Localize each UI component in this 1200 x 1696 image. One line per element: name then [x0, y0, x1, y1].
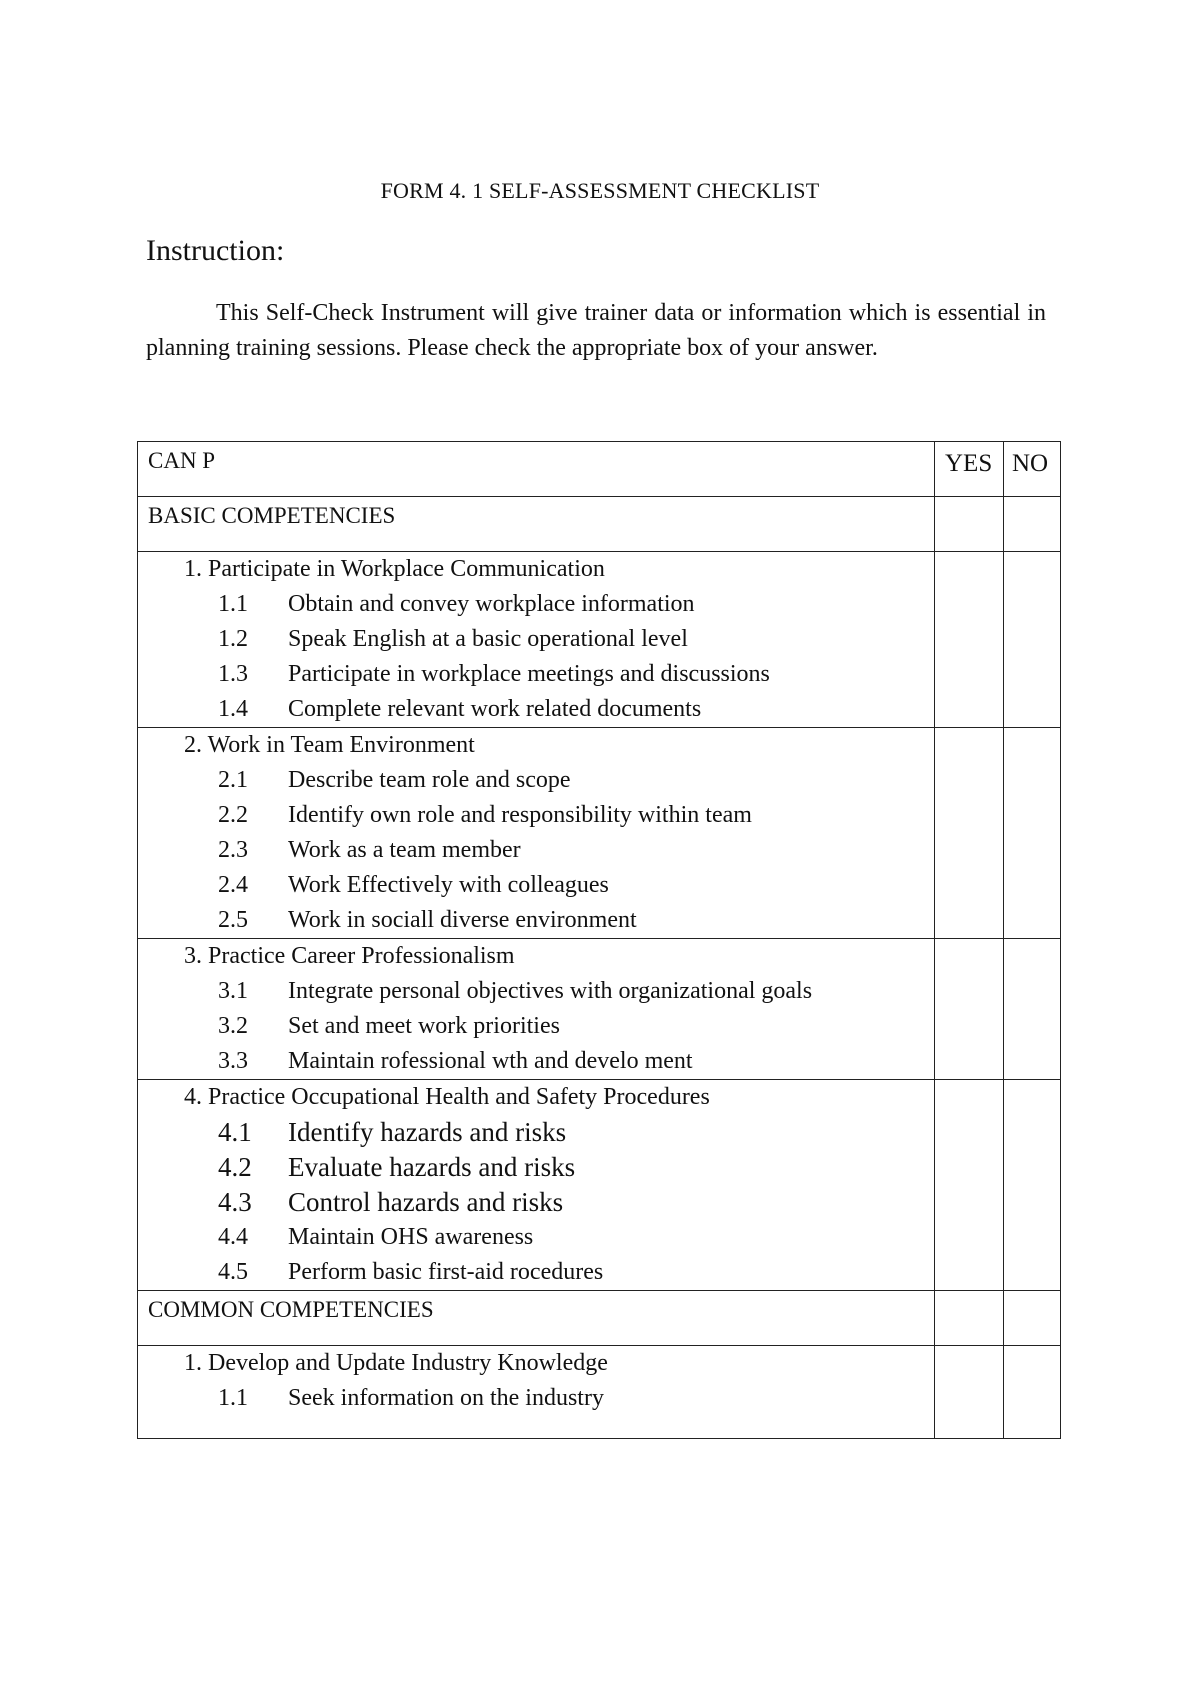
checklist-item-text: Seek information on the industry [288, 1385, 604, 1411]
checklist-item [138, 763, 934, 798]
competency-group-row [138, 939, 1061, 1080]
checklist-item-number: 1.1 [218, 1385, 248, 1411]
checklist-item-text: Identify hazards and risks [288, 1117, 567, 1147]
checklist-item [138, 1009, 934, 1044]
checklist-item-text: Obtain and convey workplace information [288, 591, 695, 617]
checklist-item-text: Identify own role and responsibility within team [288, 802, 752, 828]
yes-checkbox-cell[interactable] [935, 552, 1004, 728]
competency-title-text: Practice Career Professionalism [208, 943, 515, 969]
no-checkbox-cell[interactable] [1004, 1080, 1061, 1291]
competency-number: 2. [184, 732, 202, 758]
checklist-item-text: Control hazards and risks [288, 1187, 564, 1217]
checklist-item-number: 1.4 [218, 696, 248, 722]
checklist-item [138, 868, 934, 903]
competency-group-row [138, 1080, 1061, 1291]
checklist-item-number: 1.2 [218, 626, 248, 652]
checklist-item-text: Evaluate hazards and risks [288, 1152, 576, 1182]
section-label: COMMON COMPETENCIES [148, 1297, 434, 1322]
checklist-item-text: Describe team role and scope [288, 767, 571, 793]
checklist-item-text: Work in sociall diverse environment [288, 907, 637, 933]
checklist-item-text: Work Effectively with colleagues [288, 872, 609, 898]
checklist-item-number: 4.2 [218, 1152, 252, 1182]
competency-title [138, 939, 934, 974]
competency-number: 1. [184, 556, 202, 582]
no-checkbox-cell[interactable] [1004, 939, 1061, 1080]
checklist-item [138, 622, 934, 657]
checklist-item-number: 2.1 [218, 767, 248, 793]
header-label-cell [138, 442, 935, 497]
checklist-item-number: 3.2 [218, 1013, 248, 1039]
checklist-item [138, 657, 934, 692]
competency-number: 4. [184, 1084, 202, 1110]
instruction-heading: Instruction: [146, 234, 285, 267]
checklist-item [138, 692, 934, 727]
no-checkbox-cell[interactable] [1004, 1291, 1061, 1346]
checklist-item [138, 1255, 934, 1290]
checklist-item [138, 974, 934, 1009]
competency-title-text: Participate in Workplace Communication [208, 556, 605, 582]
competency-group-cell [138, 1346, 935, 1439]
table-header-row [138, 442, 1061, 497]
competency-title-text: Practice Occupational Health and Safety Procedures [208, 1084, 710, 1110]
section-label: BASIC COMPETENCIES [148, 503, 396, 528]
competency-group-cell [138, 552, 935, 728]
instruction-text: This Self-Check Instrument will give trainer data or information which is essential in planning training sessions. Please check the appropriate box of your answer. [146, 300, 1046, 361]
checklist-item-number: 4.1 [218, 1117, 252, 1147]
section-label-cell [138, 497, 935, 552]
competency-number: 3. [184, 943, 202, 969]
section-row [138, 497, 1061, 552]
checklist-item-text: Set and meet work priorities [288, 1013, 560, 1039]
checklist-item [138, 1185, 934, 1220]
header-label: CAN P [148, 448, 216, 473]
checklist-item-text: Integrate personal objectives with organizational goals [288, 978, 813, 1004]
checklist-item-number: 3.3 [218, 1048, 248, 1074]
checklist-item-text: Perform basic first-aid rocedures [288, 1259, 604, 1285]
checklist-item-text: Maintain rofessional wth and develo ment [288, 1048, 693, 1074]
checklist-item-number: 4.5 [218, 1259, 248, 1285]
competency-title [138, 1080, 934, 1115]
header-no-cell [1004, 442, 1061, 497]
checklist-item [138, 798, 934, 833]
checklist-item [138, 903, 934, 938]
yes-checkbox-cell[interactable] [935, 1346, 1004, 1439]
yes-checkbox-cell[interactable] [935, 497, 1004, 552]
yes-checkbox-cell[interactable] [935, 1291, 1004, 1346]
checklist-item-number: 2.5 [218, 907, 248, 933]
competency-title [138, 728, 934, 763]
yes-column-header: YES [945, 450, 993, 477]
checklist-item-text: Work as a team member [288, 837, 521, 863]
no-checkbox-cell[interactable] [1004, 497, 1061, 552]
competency-title-text: Develop and Update Industry Knowledge [208, 1350, 608, 1376]
competency-group-row [138, 728, 1061, 939]
competency-group-row [138, 552, 1061, 728]
checklist-item [138, 1044, 934, 1079]
yes-checkbox-cell[interactable] [935, 939, 1004, 1080]
checklist-item [138, 833, 934, 868]
checklist-item-number: 4.3 [218, 1187, 252, 1217]
no-checkbox-cell[interactable] [1004, 1346, 1061, 1439]
no-checkbox-cell[interactable] [1004, 552, 1061, 728]
checklist-item-text: Participate in workplace meetings and discussions [288, 661, 770, 687]
checklist-item [138, 1150, 934, 1185]
checklist-item [138, 1115, 934, 1150]
checklist-item-number: 1.1 [218, 591, 248, 617]
form-title: FORM 4. 1 SELF-ASSESSMENT CHECKLIST [380, 178, 820, 203]
competency-group-cell [138, 728, 935, 939]
competency-number: 1. [184, 1350, 202, 1376]
yes-checkbox-cell[interactable] [935, 1080, 1004, 1291]
competency-title [138, 1346, 934, 1381]
checklist-item [138, 1381, 934, 1416]
section-label-cell [138, 1291, 935, 1346]
checklist-item-text: Speak English at a basic operational level [288, 626, 688, 652]
checklist-item-text: Maintain OHS awareness [288, 1224, 534, 1250]
checklist-item-number: 2.4 [218, 872, 248, 898]
no-column-header: NO [1012, 450, 1049, 477]
competency-group-cell [138, 1080, 935, 1291]
checklist-item-number: 3.1 [218, 978, 248, 1004]
checklist-item [138, 1220, 934, 1255]
header-yes-cell [935, 442, 1004, 497]
competency-title [138, 552, 934, 587]
checklist-item [138, 587, 934, 622]
checklist-item-text: Complete relevant work related documents [288, 696, 702, 722]
self-assessment-table [137, 441, 1061, 1439]
checklist-item-number: 2.3 [218, 837, 248, 863]
checklist-item-number: 1.3 [218, 661, 248, 687]
checklist-item-number: 4.4 [218, 1224, 248, 1250]
checklist-item-number: 2.2 [218, 802, 248, 828]
competency-group-cell [138, 939, 935, 1080]
no-checkbox-cell[interactable] [1004, 728, 1061, 939]
competency-title-text: Work in Team Environment [207, 732, 475, 758]
section-row [138, 1291, 1061, 1346]
competency-group-row [138, 1346, 1061, 1439]
yes-checkbox-cell[interactable] [935, 728, 1004, 939]
